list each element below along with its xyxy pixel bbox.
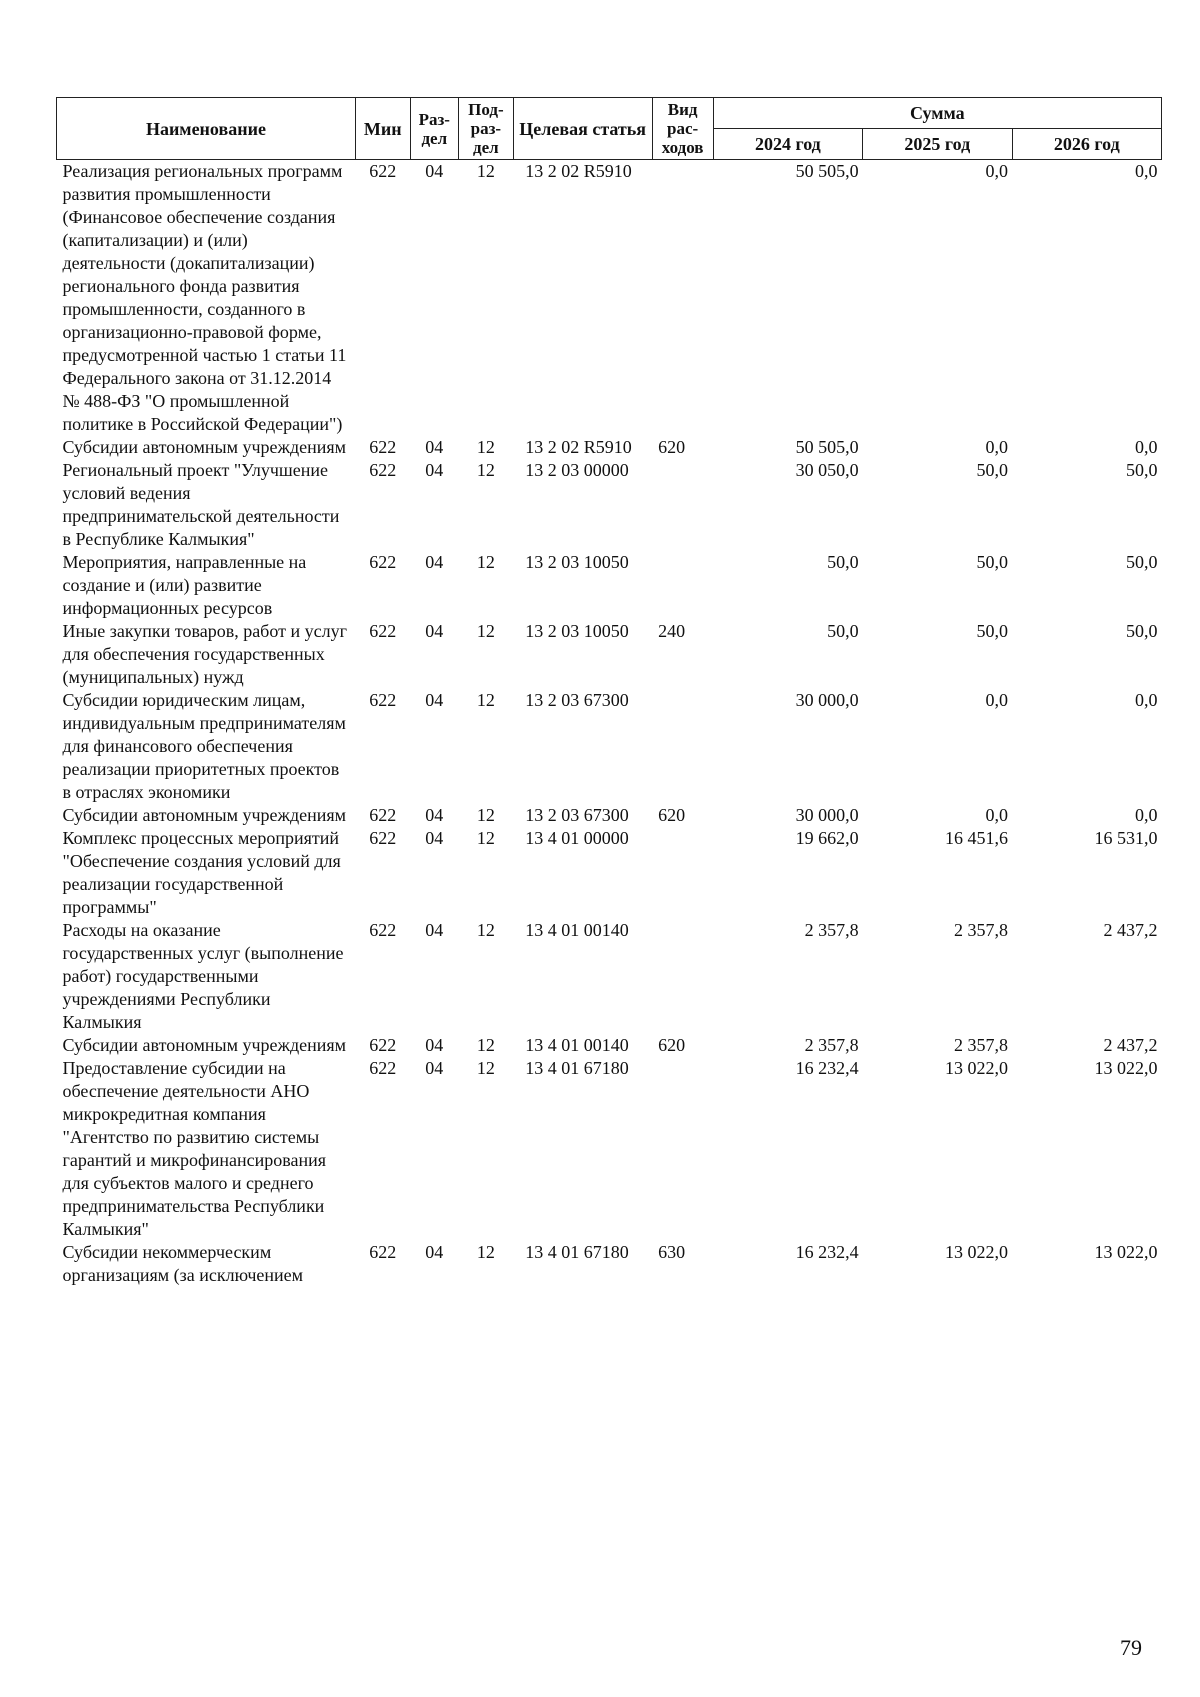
row-amount-2025: 16 451,6 — [945, 828, 1009, 848]
row-razdel: 04 — [425, 805, 444, 825]
row-amount-2025: 13 022,0 — [945, 1242, 1009, 1262]
header-year-2026: 2026 год — [1012, 129, 1161, 160]
row-amount-2025: 50,0 — [976, 621, 1009, 641]
row-amount-2026: 50,0 — [1126, 621, 1158, 641]
row-razdel: 04 — [425, 161, 444, 181]
row-min: 622 — [369, 690, 397, 710]
row-razdel: 04 — [425, 828, 444, 848]
row-razdel: 04 — [425, 1242, 444, 1262]
table-row — [57, 689, 1162, 804]
row-target-article: 13 2 03 10050 — [525, 621, 629, 641]
row-amount-2026: 50,0 — [1126, 460, 1158, 480]
row-name: Субсидии юридическим лицам, индивидуальным предпринимателям для финансового обеспечения реализации приоритетных проектов в отраслях экономики — [62, 690, 346, 802]
table-row — [57, 1034, 1162, 1057]
row-min: 622 — [369, 920, 397, 940]
row-amount-2025: 50,0 — [976, 552, 1009, 572]
table-row — [57, 551, 1162, 620]
header-summa: Сумма — [713, 98, 1161, 129]
table-row — [57, 919, 1162, 1034]
table-row — [57, 160, 1162, 437]
row-podrazdel: 12 — [476, 1035, 495, 1055]
row-name: Реализация региональных программ развития промышленности (Финансовое обеспечение создания (капитализации) и (или) деятельности (докапитализации) регионального фонда развития промышленности, созданного в организационно-правовой форме, предусмотренной частью 1 статьи 11 Федерального закона от 31.12.2014 № 488-ФЗ "О промышленной политике в Российской Федерации") — [62, 161, 347, 434]
row-expense-type — [652, 827, 713, 919]
row-amount-2024: 30 000,0 — [795, 805, 859, 825]
row-amount-2024: 50,0 — [827, 552, 859, 572]
row-amount-2025: 0,0 — [985, 161, 1009, 181]
row-name: Комплекс процессных мероприятий "Обеспечение создания условий для реализации государственной программы" — [62, 828, 341, 917]
row-target-article: 13 2 02 R5910 — [525, 161, 632, 181]
row-podrazdel: 12 — [476, 690, 495, 710]
row-amount-2024: 30 000,0 — [795, 690, 859, 710]
row-expense-type — [652, 459, 713, 551]
row-amount-2025: 0,0 — [985, 437, 1009, 457]
header-name: Наименование — [57, 98, 356, 160]
row-target-article: 13 4 01 00140 — [525, 920, 629, 940]
row-podrazdel: 12 — [476, 437, 495, 457]
row-expense-type — [652, 551, 713, 620]
table-row — [57, 804, 1162, 827]
table-row — [57, 827, 1162, 919]
row-amount-2024: 50 505,0 — [795, 437, 859, 457]
row-expense-type — [652, 919, 713, 1034]
row-amount-2026: 0,0 — [1135, 805, 1158, 825]
row-razdel: 04 — [425, 552, 444, 572]
row-name: Субсидии автономным учреждениям — [62, 437, 347, 457]
row-min: 622 — [369, 1035, 397, 1055]
row-razdel: 04 — [425, 1058, 444, 1078]
row-amount-2025: 0,0 — [985, 805, 1009, 825]
budget-table-page — [56, 97, 1162, 1287]
row-amount-2024: 30 050,0 — [795, 460, 859, 480]
row-name: Субсидии некоммерческим организациям (за исключением — [62, 1242, 304, 1285]
row-amount-2026: 13 022,0 — [1094, 1058, 1158, 1078]
table-row — [57, 459, 1162, 551]
row-target-article: 13 2 03 00000 — [525, 460, 629, 480]
table-row — [57, 1057, 1162, 1241]
row-podrazdel: 12 — [476, 552, 495, 572]
row-amount-2024: 16 232,4 — [795, 1058, 859, 1078]
row-podrazdel: 12 — [476, 920, 495, 940]
header-year-2025: 2025 год — [863, 129, 1012, 160]
row-target-article: 13 2 02 R5910 — [525, 437, 632, 457]
row-target-article: 13 2 03 10050 — [525, 552, 629, 572]
row-target-article: 13 2 03 67300 — [525, 805, 629, 825]
header-target-article: Целевая статья — [513, 98, 652, 160]
header-expense-type: Вид рас-ходов — [652, 98, 713, 160]
row-expense-type — [652, 1057, 713, 1241]
header-year-2024: 2024 год — [713, 129, 862, 160]
row-min: 622 — [369, 1242, 397, 1262]
row-amount-2024: 19 662,0 — [795, 828, 859, 848]
row-podrazdel: 12 — [476, 805, 495, 825]
row-min: 622 — [369, 437, 397, 457]
row-amount-2024: 50 505,0 — [795, 161, 859, 181]
row-razdel: 04 — [425, 621, 444, 641]
row-razdel: 04 — [425, 920, 444, 940]
row-podrazdel: 12 — [476, 1242, 495, 1262]
row-target-article: 13 2 03 67300 — [525, 690, 629, 710]
table-header — [57, 98, 1162, 160]
header-min: Мин — [355, 98, 410, 160]
row-amount-2024: 50,0 — [827, 621, 859, 641]
row-amount-2024: 2 357,8 — [804, 1035, 859, 1055]
row-min: 622 — [369, 828, 397, 848]
row-name: Мероприятия, направленные на создание и (или) развитие информационных ресурсов — [62, 552, 307, 618]
row-amount-2026: 2 437,2 — [1103, 1035, 1158, 1055]
row-amount-2025: 50,0 — [976, 460, 1009, 480]
row-amount-2024: 2 357,8 — [804, 920, 859, 940]
row-expense-type: 240 — [658, 621, 686, 641]
row-min: 622 — [369, 1058, 397, 1078]
row-target-article: 13 4 01 00000 — [525, 828, 629, 848]
row-amount-2026: 0,0 — [1135, 437, 1158, 457]
row-amount-2026: 13 022,0 — [1094, 1242, 1158, 1262]
row-amount-2026: 50,0 — [1126, 552, 1158, 572]
page-number: 79 — [1120, 1635, 1142, 1660]
row-name: Расходы на оказание государственных услуг (выполнение работ) государственными учреждениями Республики Калмыкия — [62, 920, 344, 1032]
row-razdel: 04 — [425, 460, 444, 480]
row-amount-2025: 0,0 — [985, 690, 1009, 710]
row-target-article: 13 4 01 67180 — [525, 1242, 629, 1262]
row-amount-2025: 2 357,8 — [954, 920, 1009, 940]
table-row — [57, 620, 1162, 689]
row-podrazdel: 12 — [476, 621, 495, 641]
row-name: Предоставление субсидии на обеспечение деятельности АНО микрокредитная компания "Агентство по развитию системы гарантий и микрофинансирования для субъектов малого и среднего предпринимательства Республики Калмыкия" — [62, 1058, 326, 1239]
row-expense-type: 620 — [658, 437, 686, 457]
row-amount-2024: 16 232,4 — [795, 1242, 859, 1262]
row-name: Субсидии автономным учреждениям — [62, 805, 347, 825]
row-expense-type: 620 — [658, 1035, 686, 1055]
header-podrazdel: Под-раз-дел — [459, 98, 514, 160]
row-min: 622 — [369, 161, 397, 181]
row-name: Иные закупки товаров, работ и услуг для обеспечения государственных (муниципальных) нужд — [62, 621, 347, 687]
budget-table — [56, 97, 1162, 1287]
row-amount-2025: 13 022,0 — [945, 1058, 1009, 1078]
row-razdel: 04 — [425, 437, 444, 457]
row-amount-2026: 16 531,0 — [1094, 828, 1158, 848]
row-razdel: 04 — [425, 1035, 444, 1055]
row-min: 622 — [369, 552, 397, 572]
row-expense-type: 620 — [658, 805, 686, 825]
row-min: 622 — [369, 460, 397, 480]
row-amount-2026: 0,0 — [1135, 161, 1158, 181]
row-name: Субсидии автономным учреждениям — [62, 1035, 347, 1055]
row-expense-type — [652, 689, 713, 804]
row-amount-2025: 2 357,8 — [954, 1035, 1009, 1055]
row-name: Региональный проект "Улучшение условий ведения предпринимательской деятельности в Республике Калмыкия" — [62, 460, 340, 549]
table-body — [57, 160, 1162, 1288]
row-target-article: 13 4 01 67180 — [525, 1058, 629, 1078]
row-podrazdel: 12 — [476, 1058, 495, 1078]
table-row — [57, 1241, 1162, 1287]
row-expense-type — [652, 160, 713, 437]
row-target-article: 13 4 01 00140 — [525, 1035, 629, 1055]
row-podrazdel: 12 — [476, 161, 495, 181]
table-row — [57, 436, 1162, 459]
row-amount-2026: 2 437,2 — [1103, 920, 1158, 940]
row-razdel: 04 — [425, 690, 444, 710]
row-min: 622 — [369, 805, 397, 825]
row-amount-2026: 0,0 — [1135, 690, 1158, 710]
header-razdel: Раз-дел — [410, 98, 458, 160]
row-min: 622 — [369, 621, 397, 641]
row-podrazdel: 12 — [476, 460, 495, 480]
row-expense-type: 630 — [658, 1242, 686, 1262]
row-podrazdel: 12 — [476, 828, 495, 848]
